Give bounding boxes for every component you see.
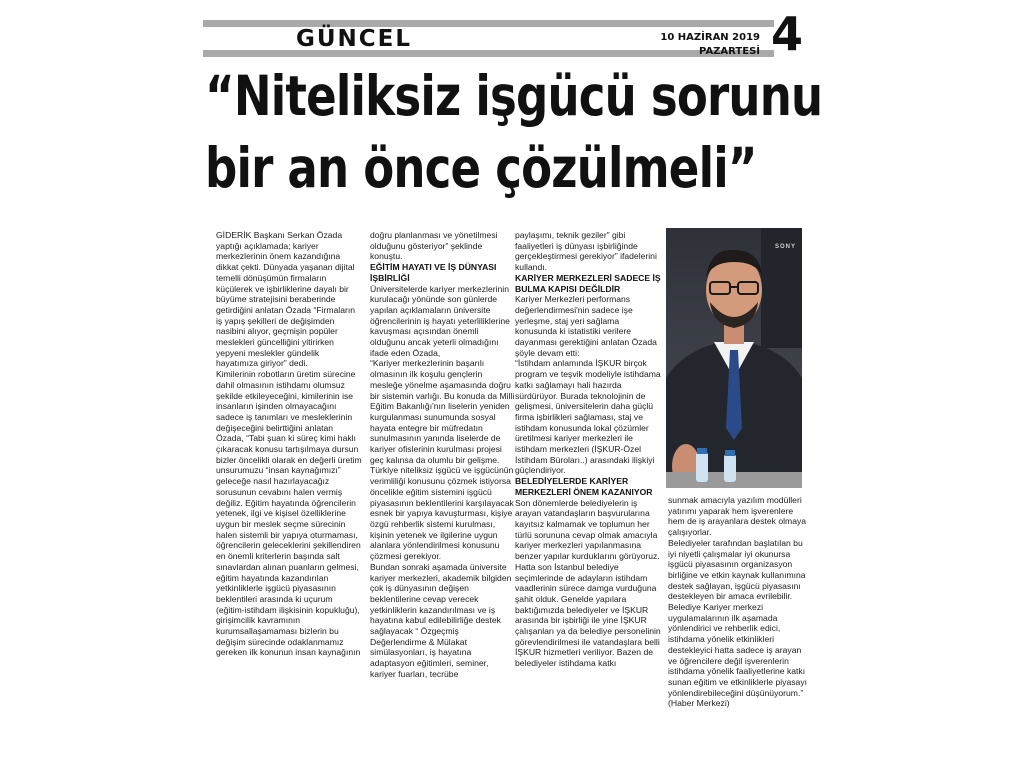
article-paragraph: GİDERİK Başkanı Serkan Özada yaptığı açıklamada; kariyer merkezlerinin önem kazandığına dikkat çekti. Dünyada yaşanan dijital temelli dönüşümün firmaların küçülerek ve işbirliklerine dayalı bir büyüme stratejisini beraberinde getirdiğini anlatan Özada “Firmaların iş yapış şekilleri de değişimden nasibini alıyor, geçmişin popüler meslekleri güncelliğini yitirirken yepyeni meslekler gündelik hayatımıza giriyor” dedi. — [216, 230, 355, 369]
article-paragraph: Bundan sonraki aşamada üniversite kariyer merkezleri, akademik bilgiden çok iş dünyasının değişen beklentilerine cevap verecek yetkinliklerin kazandırılması ve iş hayatına kabul edilebilirliğe destek sağlayacak “ Özgeçmiş Değerlendirme & Mülakat simülasyonları, iş hayatına adaptasyon eğitimleri, seminer, kariyer fuarları, tecrübe — [370, 561, 512, 679]
issue-date: 10 HAZİRAN 2019 PAZARTESİ — [660, 32, 760, 57]
article-column-3 — [515, 230, 661, 760]
article-paragraph: Üniversitelerde kariyer merkezlerinin kurulacağı yönünde son günlerde yapılan açıklamaların üniversite öğrencilerinin iş hayatı yeterliliklerine kavuşması açısından önemli olduğunu ancak yeterli olmadığını ifade eden Özada, — [370, 283, 510, 358]
article-subheading: EĞİTİM HAYATI VE İŞ DÜNYASI İŞBİRLİĞİ — [370, 262, 497, 283]
article-column-1 — [216, 230, 362, 760]
portrait-photo — [666, 228, 802, 488]
photo-watermark: SONY — [774, 244, 796, 250]
portrait-illustration — [666, 228, 802, 488]
page-number: 4 — [771, 7, 804, 61]
section-name: GÜNCEL — [296, 26, 413, 52]
article-paragraph: Belediyeler tarafından başlatılan bu iyi niyetli çalışmalar iyi okunursa işgücü piyasasının organizasyon birliğine ve etkin kaynak kullanımına destek sağlayan, işgücü piyasasını destekleyen bir amaca evrilebilir. Belediye Kariyer merkezi uygulamalarının ilk aşamada yönlendirici ve rehberlik edici, istihdama yönelik etkinlikleri destekleyici hatta sadece iş arayan ve öğrencilere değil işverenlerin istihdama yönelik faaliyetlerine katkı sunan eğitim ve etkinliklerle piyasayı yönlendirebileceğini düşünüyorum.” (Haber Merkezi) — [668, 537, 807, 709]
headline-line-1: “Niteliksiz işgücü sorunu — [205, 64, 823, 128]
article-paragraph: Kariyer Merkezleri performans değerlendirmesi'nin sadece işe yerleşme, staj yeri sağlama konusunda ki istatistiki verilere dayanması gerektiğini anlatan Özada şöyle devam etti: — [515, 294, 657, 358]
article-paragraph: sunmak amacıyla yazılım modülleri yatırımı yaparak hem işverenlere hem de iş arayanlara destek olmaya çalışıyorlar. — [668, 495, 807, 538]
article-paragraph: “İstihdam anlamında İŞKUR birçok program ve teşvik modeliyle istihdama katkı sağlamayı hali hazırda sürdürüyor. Burada teknolojinin de gelişmesi, üniversitelerin daha güçlü firma işbirlikleri sağlaması, staj ve istihdam konusunda lokal çözümler üretilmesi kariyer merkezleri ile istihdam merkezleri (İŞKUR-Özel İstihdam Büroları..) arasındaki ilişkiyi güçlendiriyor. — [515, 358, 661, 476]
article-paragraph: Son dönemlerde belediyelerin iş arayan vatandaşların başvurularına kayıtsız kalmamak ve toplumun her türlü sorununa cevap olmak amacıyla kariyer merkezleri yapılanmasına benzer yapılar kurduklarını görüyoruz. Hatta son İstanbul belediye seçimlerinde de adayların istihdam vaadlerinin sürece damga vurduğuna şahit olduk. Genelde yapılara baktığımızda belediyeler ve İŞKUR arasında bir işbirliği ile yine İŞKUR çalışanları ya da belediye personelinin görevlendirilmesi ile vatandaşlara belli İŞKUR hizmetleri veriliyor. Bazen de belediyeler istihdama katkı — [515, 497, 661, 669]
article-subheading: KARİYER MERKEZLERİ SADECE İŞ BULMA KAPISI DEĞİLDİR — [515, 272, 661, 294]
article-paragraph: Kimilerinin robotların üretim sürecine dahil olmasının istihdamı olumsuz şekilde etkileyeceğini, kimilerinin ise insanların işinden olmayacağını sadece iş tanımları ve mesleklerinin değişeceğini belirttiğini anlatan Özada, “Tabi şuan ki süreç kimi haklı çıkaracak konusu tartışılmaya dursun bizler öncelikli olarak en değerli üretim unsurumuzu “insan kaynağımızı” geleceğe nasıl hazırlayacağız sorusunun cevabını halen vermiş değiliz. Eğitim hayatında öğrencilerin yetenek, ilgi ve kişisel özelliklerine uygun bir meslek seçme sürecinin halen sistemli bir yapıya oturmaması, öğrencilerin geleceklerini şekillendiren en önemli kriterlerin başında salt sınavlardan alınan puanların gelmesi, eğitim hayatında kazandırılan yetkinliklerle işgücü piyasasının beklentileri arasında ki uçurum (eğitim-istihdam ilişkisinin kopukluğu), girişimcilik kavramının kurumsallaşamaması bizlerin bu değişim sürecinde odaklanmamız gereken ilk konunun insan kaynağının — [216, 369, 362, 658]
headline-line-2: bir an önce çözülmeli” — [205, 136, 757, 200]
article-paragraph: paylaşımı, teknik geziler” gibi faaliyetleri iş dünyası işbirliğinde gerçekleştirmesi gerekiyor” ifadelerini kullandı. — [515, 230, 657, 273]
article-column-4 — [668, 495, 808, 765]
masthead-rule-top — [203, 20, 774, 27]
headline — [205, 60, 823, 220]
article-column-2 — [370, 230, 516, 760]
article-subheading: BELEDİYELERDE KARİYER MERKEZLERİ ÖNEM KAZANIYOR — [515, 476, 653, 497]
article-paragraph: “Kariyer merkezlerinin başarılı olmasının ilk koşulu gençlerin mesleğe yönelme aşamasında doğru bir sistemin varlığı. Bu konuda da Milli Eğitim Bakanlığı'nın liselerin yeniden kurgulanması sunumunda sosyal hayata entegre bir müfredatın sunulmasının yanında liselerde de kariyer ofislerinin kurulması projesi geç kalınsa da olumlu bir gelişme. Türkiye niteliksiz işgücü ve işgücünün verimliliği konusunu çözmek istiyorsa öncelikle eğitim sistemini işgücü piyasasının beklentilerini karşılayacak esnek bir yapıya kavuşturması, kişiye özgü rehberlik sistemi kurulması, kişinin yetenek ve ilgilerine uygun alanlara yönlendirilmesi konusunu çözmesi gerekiyor. — [370, 358, 515, 562]
article-paragraph: doğru planlanması ve yönetilmesi olduğunu gösteriyor” şeklinde konuştu. — [370, 230, 498, 262]
